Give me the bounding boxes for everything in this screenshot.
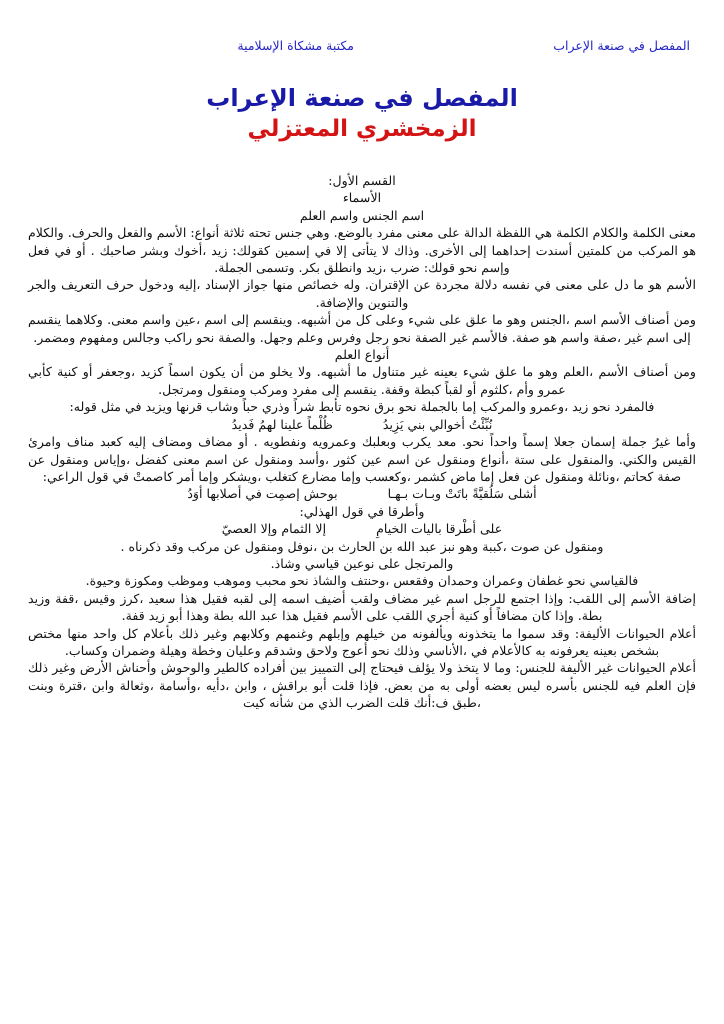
poetry-verse (28, 520, 696, 537)
verse-second-hemistich: ظُلْماً علينا لهمُ فَديدُ (231, 416, 333, 432)
paragraph: ومن أصناف الأسم ،العلم وهو ما علق شيء بعينه غير متناول ما أشبهه. ولا يخلو من أن يكون اسماً كزيد ،وجعفر أو كنية كأبي عمرو وأم ،كلثوم أو لقباً كبطة وقفة. ينقسم إلى مفرد ومركب ومنقول ومرتجل. (28, 364, 696, 397)
section-label: القسم الأول: (328, 173, 396, 188)
paragraph: فالقياسي نحو غطفان وعمران وحمدان وفقعس ،وحنتف والشاذ نحو محبب وموهب وموظب ومكوزة وحيوة. (85, 573, 639, 589)
paragraph: أعلام الحيوانات الأليفة: وقد سموا ما يتخذونه ويألفونه من خيلهم وإبلهم وغنمهم وكلابهم وغير ذلك بأعلام كل واحد منها مختص بشخص بعينه يعرفونه به كالأعلام في ،الأناسي وذلك نحو أعوج ولاحق وشدقم وعليان وخطة وهيلة وضمران وكساب. (28, 625, 696, 658)
poetry-verse (28, 416, 696, 433)
verse-second-hemistich: إلا الثمام وإلا العصيّ (221, 521, 327, 537)
document-body (28, 172, 696, 712)
paragraph: وأما غيرُ جملة إسمان جعلا إسماً واحداً نحو. معد يكرب وبعلبك وعمرويه ونفطويه . أو مضاف ومضاف إليه كعبد مناف وامرئ القيس والكني. والمنقول على ستة ،أنواع ومنقول عن اسم عين كثور ،وأسد ومنقول عن اسم معنى كفضل ،وإياس ومنقول عن صفة كحاتم ،ونائلة ومنقول عن فعل إما ماض كشمر ،وكعسب وإما مضارع كتغلب ،ويشكر وإما أمر كاصمتْ في قول الراعي: (28, 434, 696, 484)
heading-proper-noun-types: أنواع العلم (334, 347, 390, 363)
header-book-title: المفصل في صنعة الإعراب (553, 38, 690, 53)
book-title: المفصل في صنعة الإعراب (206, 84, 518, 112)
paragraph: إضافة الأسم إلى اللقب: وإذا اجتمع للرجل اسم غير مضاف ولقب أضيف اسمه إلى لقبه فقيل هذا سعيد ،كرز وقيس ،قفة وزيد بطة. وإذا كان مضافاً أو كنية أجري اللقب على الأسم فقيل هذا عبد الله بطة وهذا أبو زيد قفة. (28, 590, 696, 624)
verse-first-hemistich: أشلى سَلُقيَّةً باتَتْ وبـات بـهـا (387, 486, 537, 502)
paragraph: أعلام الحيوانات غير الأليفة للجنس: وما لا يتخذ ولا يؤلف فيحتاج إلى التمييز بين أفراده كالطير والوحوش وأحناش الأرض وغير ذلك فإن العلم فيه للجنس بأسره ليس بعضه أولى به من بعض. فإذا قلت أبو براقش ، وابن ،دأيه ،وأسامة ،وثعالة وابن ،قترة وبنت ،طبق ف:أنك قلت الضرب الذي من شأنه كيت (28, 660, 696, 711)
author-name: الزمخشري المعتزلي (247, 116, 477, 142)
paragraph: ومن أصناف الأسم اسم ،الجنس وهو ما علق على شيء وعلى كل من أشبهه. وينقسم إلى اسم ،عين واسم معنى. وكلاهما ينقسم إلى اسم غير ،صفة واسم هو صفة. فالأسم غير الصفة نحو رجل وفرس وعلم وجهل. والصفة نحو راكب وجالس ومفهوم ومضمر. (28, 312, 696, 345)
verse-first-hemistich: نُبِّئْتُ أخوالي بني يَزِيدُ (382, 416, 493, 432)
verse-first-hemistich: على أطْرقا باليات الخيامِ (376, 521, 503, 537)
header-library-name: مكتبة مشكاة الإسلامية (237, 38, 354, 53)
verse-second-hemistich: بوحش إصمِت في أصلابها أوَدُ (187, 486, 338, 502)
poetry-verse (28, 485, 696, 502)
paragraph: الأسم هو ما دل على معنى في نفسه دلالة مجردة عن الإقتران. وله خصائص منها جواز الإسناد ،إليه ودخول حرف التعريف والجر والتنوين والإضافة. (28, 277, 696, 310)
running-header (0, 38, 724, 58)
paragraph: فالمفرد نحو زيد ،وعمرو والمركب إما بالجملة نحو برق نحوه تأبط شراً وذري حباً وشاب قرنها ويزيد في مثل قوله: (69, 399, 655, 415)
paragraph: معنى الكلمة والكلام الكلمة هي اللفظة الدالة على معنى مفرد بالوضع. وهي جنس تحته ثلاثة أنواع: الأسم والفعل والحرف. والكلام هو المركب من كلمتين أسندت إحداهما إلى الأخرى. وذاك لا يتأتى إلا في إسمين كقولك: زيد ،أخوك وبشر صاحبك . أو في فعل وإسم نحو قولك: ضرب ،زيد وانطلق بكر. وتسمى الجملة. (28, 225, 696, 276)
section-subtitle: الأسماء (342, 190, 382, 206)
paragraph: وأطرقا في قول الهذلي: (299, 503, 425, 519)
paragraph: والمرتجل على نوعين قياسي وشاذ. (270, 555, 454, 571)
heading-genus-and-proper-noun: اسم الجنس واسم العلم (299, 207, 425, 223)
paragraph: ومنقول عن صوت ،كببة وهو نبز عبد الله بن الحارث بن ،نوفل ومنقول عن مركب وقد ذكرناه . (120, 538, 604, 554)
